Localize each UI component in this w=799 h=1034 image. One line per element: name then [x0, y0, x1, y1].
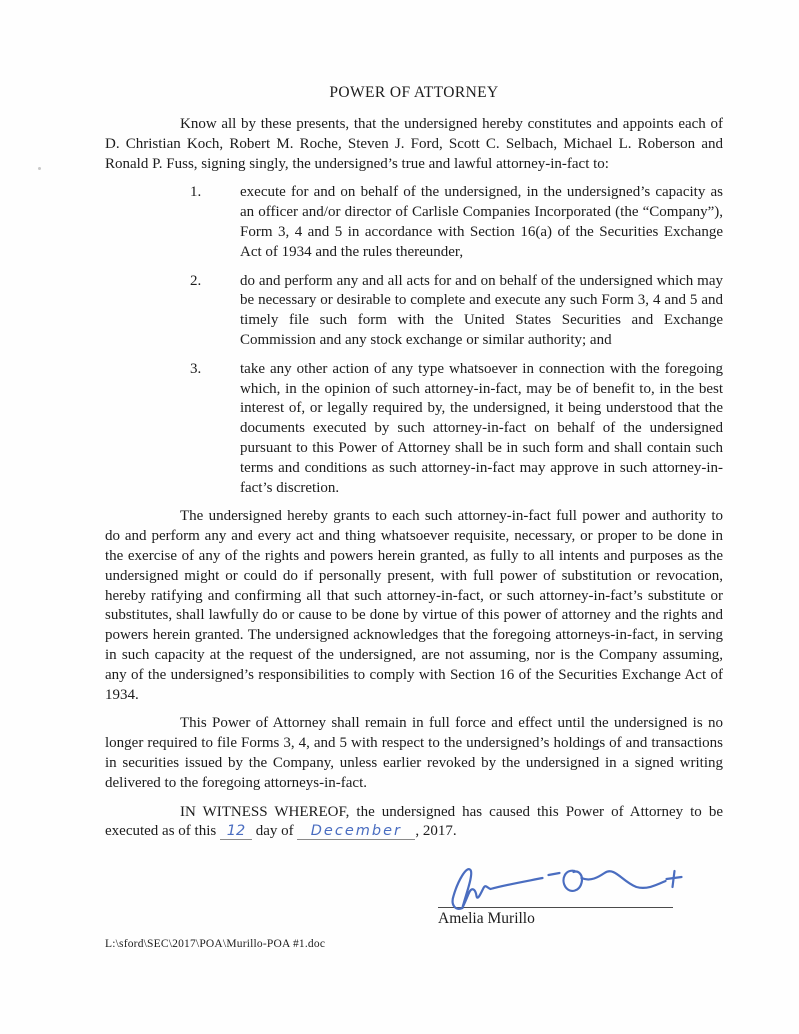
list-item-3-text: take any other action of any type whatsoever in connection with the foregoing which, in the opinion of such attorney-in-fact, may be of benefit to, in the best interest of, or legally required by, the undersigned, it being understood that the documents executed by such attorney-in-fact on behalf of the undersigned pursuant to this Power of Attorney shall be in such form and shall contain such terms and conditions as such attorney-in-fact may approve in such attorney-in-fact’s discretion.: [240, 360, 723, 496]
intro-paragraph: Know all by these presents, that the undersigned hereby constitutes and appoints each of D. Christian Koch, Robert M. Roche, Steven J. Ford, Scott C. Selbach, Michael L. Roberson and Ronald P. Fuss, signing singly, the undersigned’s true and lawful attorney-in-fact to:: [105, 116, 723, 172]
witness-paragraph: [105, 803, 723, 843]
numbered-list: [105, 183, 723, 498]
signature-ink-icon: [430, 858, 685, 910]
list-item-1: [105, 183, 723, 262]
handwritten-month: December: [297, 823, 415, 840]
handwritten-day: 12: [220, 823, 252, 840]
footer-file-path: L:\sford\SEC\2017\POA\Murillo-POA #1.doc: [105, 938, 326, 950]
list-item-2: [105, 272, 723, 351]
witness-text-after: , 2017.: [415, 823, 457, 840]
signature-block: [438, 858, 683, 928]
list-item-1-number: 1.: [190, 184, 202, 201]
signatory-name: Amelia Murillo: [438, 910, 535, 927]
witness-text-between: day of: [251, 823, 298, 840]
list-item-2-text: do and perform any and all acts for and on behalf of the undersigned which may be necessary or desirable to complete and execute any such Form 3, 4 and 5 and timely file such form with the United States Securities and Exchange Commission and any stock exchange or similar authority; and: [240, 272, 723, 348]
list-item-1-text: execute for and on behalf of the undersigned, in the undersigned’s capacity as an officer and/or director of Carlisle Companies Incorporated (the “Company”), Form 3, 4 and 5 in accordance with Section 16(a) of the Securities Exchange Act of 1934 and the rules thereunder,: [240, 184, 723, 260]
list-item-3: [105, 360, 723, 499]
page-title: POWER OF ATTORNEY: [329, 84, 499, 101]
grants-paragraph: The undersigned hereby grants to each such attorney-in-fact full power and authority to do and perform any and every act and thing whatsoever requisite, necessary, or proper to be done in the exercise of any of the rights and powers herein granted, as fully to all intents and purposes as the undersigned might or could do if personally present, with full power of substitution or revocation, hereby ratifying and confirming all that such attorney-in-fact, or such attorney-in-fact’s substitute or substitutes, shall lawfully do or cause to be done by virtue of this power of attorney and the rights and powers herein granted. The undersigned acknowledges that the foregoing attorneys-in-fact, in serving in such capacity at the request of the undersigned, are not assuming, nor is the Company assuming, any of the undersigned’s responsibilities to comply with Section 16 of the Securities Exchange Act of 1934.: [105, 508, 723, 703]
duration-paragraph: This Power of Attorney shall remain in full force and effect until the undersigned is no longer required to file Forms 3, 4, and 5 with respect to the undersigned’s holdings of and transactions in securities issued by the Company, unless earlier revoked by the undersigned in a signed writing delivered to the foregoing attorneys-in-fact.: [105, 715, 723, 791]
list-item-2-number: 2.: [190, 272, 202, 289]
scan-artifact: [38, 167, 41, 170]
list-item-3-number: 3.: [190, 360, 202, 377]
witness-text-before-day: IN WITNESS WHEREOF, the undersigned has caused this Power of Attorney to be executed as of this: [105, 803, 723, 840]
